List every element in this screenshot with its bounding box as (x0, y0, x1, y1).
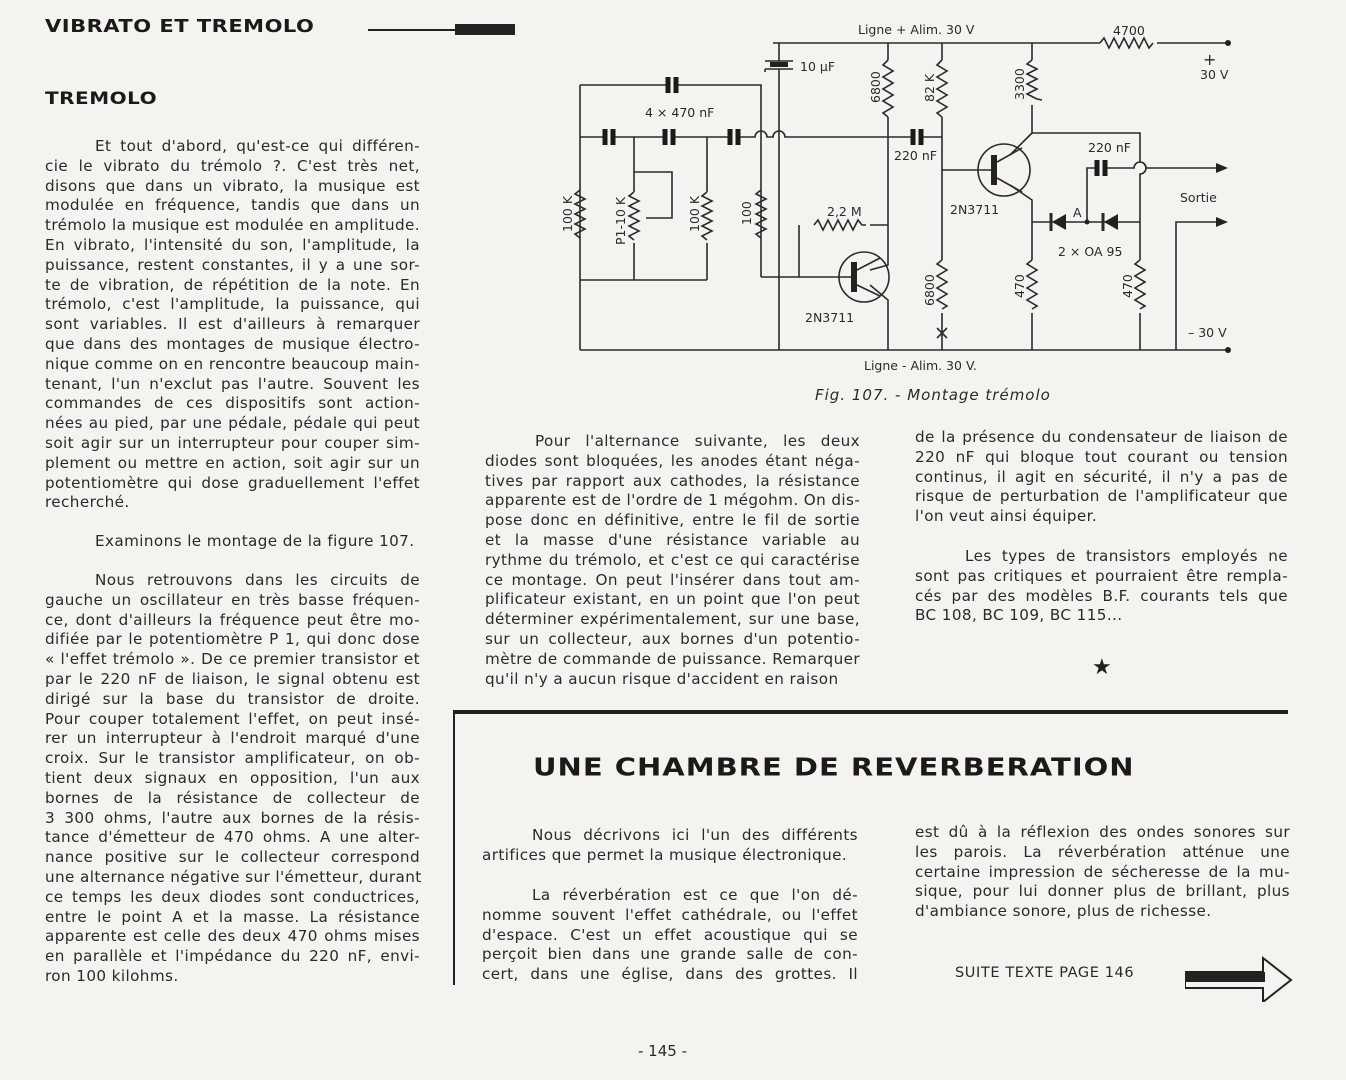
resistor-82k-label: 82 K (922, 73, 937, 102)
minus-30v-label: – 30 V (1188, 325, 1227, 340)
reverb-right-paragraph-1 (915, 823, 1290, 922)
reverb-middle-paragraph-1 (482, 826, 858, 866)
text-line: déterminer expérimentalement, sur une base, (485, 610, 860, 629)
text-line: nique comme on en rencontre beaucoup main- (45, 354, 420, 373)
text-line: mètre de commande de puissance. Remarquer (485, 649, 860, 668)
tremolo-circuit-diagram (0, 0, 1346, 410)
text-line: te de vibration, de répétition de la note. En (45, 275, 420, 294)
text-line: Pour couper totalement l'effet, on peut insé- (45, 709, 420, 728)
page-number: - 145 - (638, 1042, 687, 1060)
text-line: et la masse d'une résistance variable au (485, 530, 860, 549)
resistor-470-b (1135, 260, 1145, 309)
text-line: « l'effet trémolo ». De ce premier transistor et (45, 650, 420, 669)
text-line: ron 100 kilohms. (45, 966, 179, 985)
text-line: rythme du trémolo, et c'est ce qui caractérise (485, 550, 860, 569)
text-line: perçoit bien dans une grande salle de con- (482, 945, 858, 964)
text-line: par le 220 nF de liaison, le signal obtenu est (45, 669, 420, 688)
resistor-470-a (1027, 260, 1037, 309)
text-line: d'espace. C'est un effet acoustique qui se (482, 925, 858, 944)
text-line: en parallèle et l'impédance du 220 nF, envi- (45, 947, 420, 966)
transistor-2-label: 2N3711 (950, 202, 1000, 217)
text-line: Pour l'alternance suivante, les deux (535, 432, 860, 450)
text-line: nomme souvent l'effet cathédrale, ou l'effet (482, 905, 858, 924)
text-line: commandes de ces dispositifs sont action- (45, 394, 420, 413)
text-line: apparente est celle des deux 470 ohms mises (45, 927, 420, 946)
text-line: Nous retrouvons dans les circuits de (95, 571, 420, 589)
text-line: Les types de transistors employés ne (965, 547, 1288, 565)
text-line: de la présence du condensateur de liaison de (915, 428, 1288, 446)
resistor-2-2m (814, 220, 866, 230)
text-line: modulée en fréquence, tandis que dans un (45, 196, 420, 215)
resistor-470-a-label: 470 (1012, 274, 1027, 298)
plus-sign: + (1203, 50, 1217, 69)
star-ornament: ★ (1092, 655, 1112, 680)
resistor-3300 (1027, 60, 1042, 100)
resistor-100-label: 100 (739, 201, 754, 225)
text-line: qu'il n'y a aucun risque d'accident en raison (485, 669, 839, 688)
potentiometer-p1-label: P1-10 K (613, 196, 628, 245)
resistor-2-2m-label: 2,2 M (827, 204, 862, 219)
reverb-middle-paragraph-2 (482, 886, 858, 985)
text-line: gauche un oscillateur en très basse fréquen- (45, 590, 420, 609)
text-line: trémolo, c'est l'amplitude, la puissance, qui (45, 295, 420, 314)
node-a-label: A (1073, 205, 1082, 220)
text-line: Et tout d'abord, qu'est-ce qui différen- (95, 137, 420, 155)
left-paragraph-2 (45, 532, 420, 552)
resistor-100k-a-label: 100 K (560, 195, 575, 232)
section-title: VIBRATO ET TREMOLO (45, 15, 315, 37)
right-paragraph-1 (915, 428, 1288, 527)
section-top-rule (453, 710, 1288, 714)
text-line: Nous décrivons ici l'un des différents (532, 826, 858, 844)
resistor-100k-b-label: 100 K (687, 195, 702, 232)
capacitor-10uf-label: 10 µF (800, 59, 836, 74)
text-line: cert, dans une église, dans des grottes. Il (482, 965, 858, 984)
text-line: sur un collecteur, aux bornes d'un potentio- (485, 629, 860, 648)
rail-plus-label: Ligne + Alim. 30 V (858, 22, 975, 37)
text-line: recherché. (45, 493, 130, 512)
text-line: pose donc en définitive, entre le fil de sortie (485, 511, 860, 530)
text-line: plement ou mettre en action, soit agir sur un (45, 453, 420, 472)
text-line: tenant, l'un n'exclut pas l'autre. Souvent les (45, 374, 420, 393)
text-line: entre le point A et la masse. La résistance (45, 907, 420, 926)
text-line: une alternance négative sur l'émetteur, durant (45, 867, 422, 886)
text-line: BC 108, BC 109, BC 115... (915, 606, 1123, 625)
text-line: apparente est de l'ordre de 1 mégohm. On dis- (485, 491, 861, 510)
resistor-6800-a-label: 6800 (868, 71, 883, 103)
resistor-470-b-label: 470 (1120, 274, 1135, 298)
text-line: Examinons le montage de la figure 107. (95, 532, 415, 550)
text-line: 220 nF qui bloque tout courant ou tension (915, 447, 1288, 466)
text-line: ce montage. On peut l'insérer dans tout am- (485, 570, 860, 589)
text-line: diodes sont bloquées, les anodes étant néga- (485, 451, 860, 470)
text-line: artifices que permet la musique électronique. (482, 845, 848, 864)
plus-30v-label: 30 V (1200, 67, 1229, 82)
text-line: potentiomètre qui dose graduellement l'effet (45, 473, 420, 492)
text-line: nées au pied, par une pédale, pédale qui peut (45, 414, 420, 433)
resistor-82k (937, 60, 947, 117)
text-line: sique, pour lui donner plus de brillant, plus (915, 882, 1290, 901)
text-line: tives par rapport aux cathodes, la résistance (485, 471, 860, 490)
diodes (1051, 213, 1118, 231)
text-line: cés par des modèles B.F. courants tels que (915, 586, 1288, 605)
capacitor-220nf-b-label: 220 nF (1088, 140, 1131, 155)
text-line: ce temps les deux diodes sont conductrices, (45, 887, 420, 906)
text-line: bornes de la résistance de collecteur de (45, 788, 420, 807)
continued-note: SUITE TEXTE PAGE 146 (955, 965, 1135, 981)
text-line: croix. Sur le transistor amplificateur, on ob- (45, 749, 420, 768)
resistor-6800-a (883, 60, 893, 117)
text-line: soit agir sur un interrupteur pour couper sim- (45, 433, 420, 452)
reverb-title: UNE CHAMBRE DE REVERBERATION (533, 752, 1135, 782)
text-line: rer un interrupteur à l'endroit marqué d'une (45, 729, 420, 748)
text-line: trémolo la musique est modulée en amplitude. (45, 216, 420, 235)
text-line: difiée par le potentiomètre P 1, qui donc dose (45, 630, 420, 649)
text-line: que dans des montages de musique électro- (45, 334, 420, 353)
resistor-100k-b (702, 192, 712, 240)
text-line: d'ambiance sonore, plus de richesse. (915, 902, 1212, 921)
text-line: disons que dans un vibrato, la musique est (45, 176, 420, 195)
circuit-labels (560, 22, 1229, 404)
resistor-3300-label: 3300 (1012, 68, 1027, 100)
text-line: La réverbération est ce que l'on dé- (532, 886, 858, 904)
text-line: risque de perturbation de l'amplificateur que (915, 487, 1288, 506)
text-line: sont variables. Il est d'ailleurs à remarquer (45, 315, 420, 334)
text-line: 3 300 ohms, l'autre aux bornes de la résis- (45, 808, 420, 827)
text-line: est dû à la réflexion des ondes sonores sur (915, 823, 1290, 841)
section-left-rule (453, 710, 455, 985)
text-line: puissance, restent constantes, il y a une sor- (45, 255, 420, 274)
resistor-6800-b (937, 260, 947, 309)
subtitle: TREMOLO (45, 87, 158, 109)
output-label: Sortie (1180, 190, 1217, 205)
text-line: les parois. La réverbération atténue une (915, 842, 1290, 861)
text-line: sont pas critiques et pourraient être rempla- (915, 566, 1288, 585)
text-line: continus, il agit en sécurité, il n'y a pas de (915, 467, 1288, 486)
transistor-1-label: 2N3711 (805, 310, 855, 325)
resistor-4700-label: 4700 (1113, 23, 1145, 38)
text-line: ce, dont d'ailleurs la fréquence peut être mo- (45, 610, 420, 629)
right-paragraph-2 (915, 547, 1288, 626)
text-line: tance d'émetteur de 470 ohms. A une alter- (45, 828, 420, 847)
rail-minus-label: Ligne - Alim. 30 V. (864, 358, 977, 373)
resistor-6800-b-label: 6800 (922, 274, 937, 306)
text-line: l'on veut ainsi équiper. (915, 507, 1098, 526)
text-line: tient deux signaux en opposition, l'un aux (45, 768, 420, 787)
figure-caption: Fig. 107. - Montage trémolo (815, 386, 1051, 404)
capacitor-4x470-label: 4 × 470 nF (645, 105, 715, 120)
text-line: plificateur existant, en un point que l'on peut (485, 590, 860, 609)
resistors (575, 60, 1145, 309)
left-paragraph-3 (45, 571, 420, 987)
text-line: cie le vibrato du trémolo ?. C'est très net, (45, 156, 420, 175)
text-line: certaine impression de sécheresse de la mu- (915, 862, 1290, 881)
middle-paragraph-1 (485, 432, 860, 689)
continued-arrow-icon (1185, 952, 1295, 1002)
capacitor-220nf-a-label: 220 nF (894, 148, 937, 163)
text-line: En vibrato, l'intensité du son, l'amplitude, la (45, 235, 420, 254)
potentiometer-p1 (629, 192, 639, 240)
text-line: dirigé sur la base du transistor de droite. (45, 689, 420, 708)
resistor-4700 (1100, 38, 1153, 48)
diodes-label: 2 × OA 95 (1058, 244, 1123, 259)
text-line: nance positive sur le collecteur correspond (45, 848, 420, 867)
